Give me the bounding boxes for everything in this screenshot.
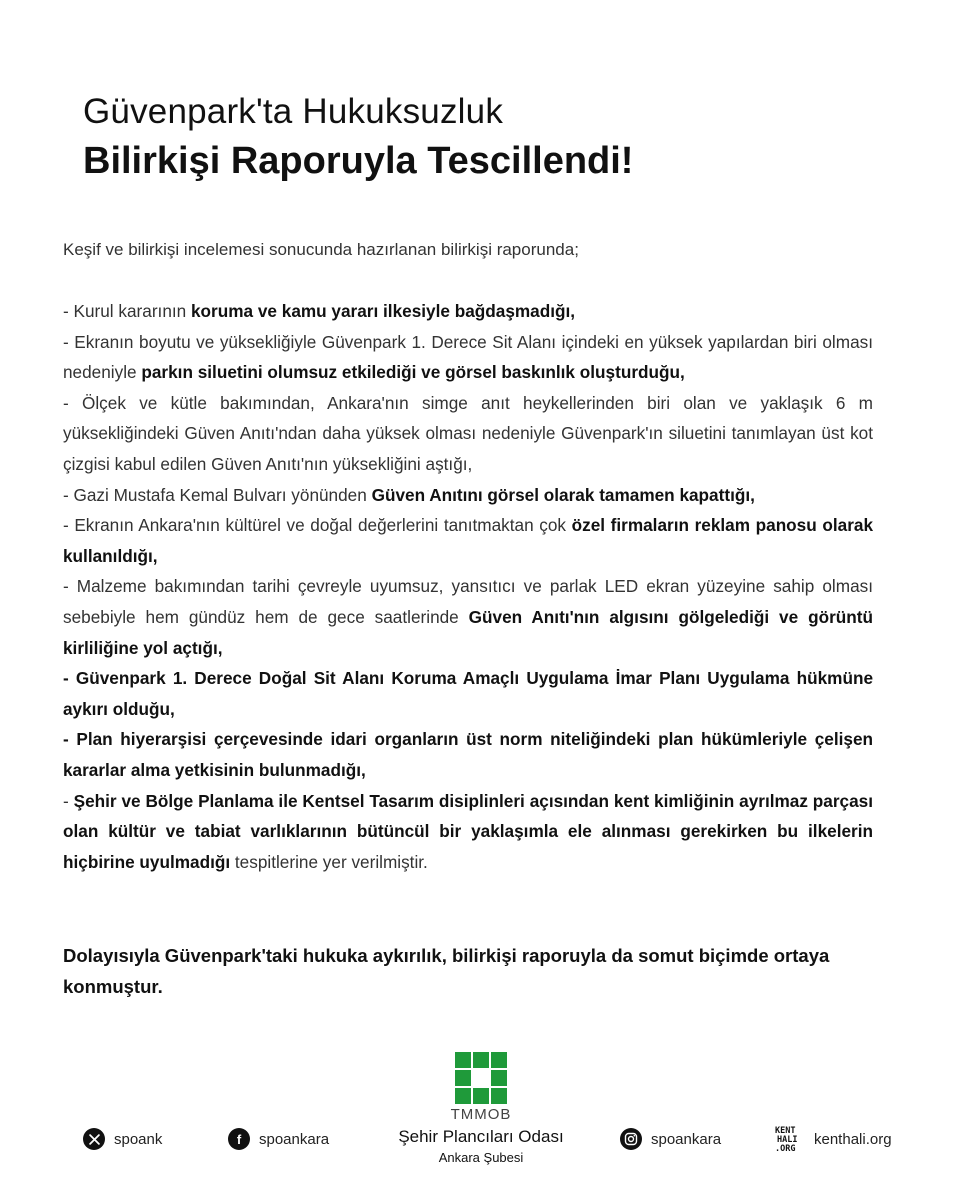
x-icon bbox=[83, 1128, 105, 1150]
svg-text:KENT: KENT bbox=[775, 1126, 796, 1136]
facebook-handle: spoankara bbox=[259, 1130, 330, 1148]
instagram-icon bbox=[620, 1128, 642, 1150]
kenthali-site: kenthali.org bbox=[814, 1130, 892, 1148]
finding-item: - Gazi Mustafa Kemal Bulvarı yönünden Güven Anıtını görsel olarak tamamen kapattığı, bbox=[63, 484, 755, 505]
conclusion-text: Dolayısıyla Güvenpark'taki hukuka aykırılık, bilirkişi raporuyla da somut biçimde ortaya konmuştur. bbox=[63, 945, 830, 997]
page-title-line1: Güvenpark'ta Hukuksuzluk bbox=[83, 92, 504, 131]
svg-text:HALI: HALI bbox=[777, 1135, 798, 1145]
finding-item: - Kurul kararının koruma ve kamu yararı ilkesiyle bağdaşmadığı, bbox=[63, 301, 576, 321]
finding-item: - Malzeme bakımından tarihi çevreyle uyumsuz, yansıtıcı ve parlak LED ekran yüzeyine sahip olması sebebiyle hem gündüz hem de gece saatlerinde Güven Anıtı'nın algısını gölgelediği ve görüntü kirliliğine yol açtığı, bbox=[63, 576, 873, 658]
facebook-link[interactable] bbox=[228, 1128, 329, 1150]
finding-item: - Ekranın Ankara'nın kültürel ve doğal değerlerini tanıtmaktan çok özel firmaların reklam panosu olarak kullanıldığı, bbox=[63, 515, 873, 566]
findings-list bbox=[63, 296, 873, 877]
finding-item: - Plan hiyerarşisi çerçevesinde idari organların üst norm niteliğindeki plan hükümleriyle çelişen kararlar alma yetkisinin bulunmadığı, bbox=[63, 729, 873, 780]
instagram-handle: spoankara bbox=[651, 1130, 722, 1148]
finding-item: - Şehir ve Bölge Planlama ile Kentsel Tasarım disiplinleri açısından kent kimliğinin ayrılmaz parçası olan kültür ve tabiat varlıklarının bütüncül bir yaklaşımla ele alınması gerekirken bu ilkelerin hiçbirine uyulmadığı tespitlerine yer verilmiştir. bbox=[63, 790, 874, 872]
page-title-line2: Bilirkişi Raporuyla Tescillendi! bbox=[83, 140, 634, 182]
instagram-link[interactable] bbox=[620, 1128, 721, 1150]
svg-text:.ORG: .ORG bbox=[775, 1144, 796, 1154]
org-name-tmmob: TMMOB bbox=[450, 1106, 512, 1123]
spo-logo-icon bbox=[455, 1052, 507, 1104]
intro-text: Keşif ve bilirkişi incelemesi sonucunda hazırlanan bilirkişi raporunda; bbox=[63, 240, 579, 259]
finding-item: - Ölçek ve kütle bakımından, Ankara'nın simge anıt heykellerinden biri olan ve yaklaşık 6 m yüksekliğindeki Güven Anıtı'ndan daha yüksek olması nedeniyle Güvenpark'ın siluetini tanımlayan üst kot çizgisi kabul edilen Güven Anıtı'nın yüksekliğini aştığı, bbox=[63, 392, 873, 474]
kenthali-link[interactable] bbox=[775, 1126, 892, 1154]
org-branch: Ankara Şubesi bbox=[438, 1150, 524, 1165]
finding-item: - Ekranın boyutu ve yüksekliğiyle Güvenpark 1. Derece Sit Alanı içindeki en yüksek yapılardan biri olması nedeniyle parkın siluetini olumsuz etkilediği ve görsel baskınlık oluşturduğu, bbox=[63, 331, 873, 383]
x-handle: spoank bbox=[114, 1130, 163, 1148]
facebook-icon: f bbox=[228, 1128, 250, 1150]
x-link[interactable] bbox=[83, 1128, 162, 1150]
org-name: Şehir Plancıları Odası bbox=[398, 1127, 564, 1146]
kenthali-logo-icon bbox=[775, 1124, 805, 1154]
finding-item: - Güvenpark 1. Derece Doğal Sit Alanı Koruma Amaçlı Uygulama İmar Planı Uygulama hükmüne aykırı olduğu, bbox=[63, 668, 873, 719]
